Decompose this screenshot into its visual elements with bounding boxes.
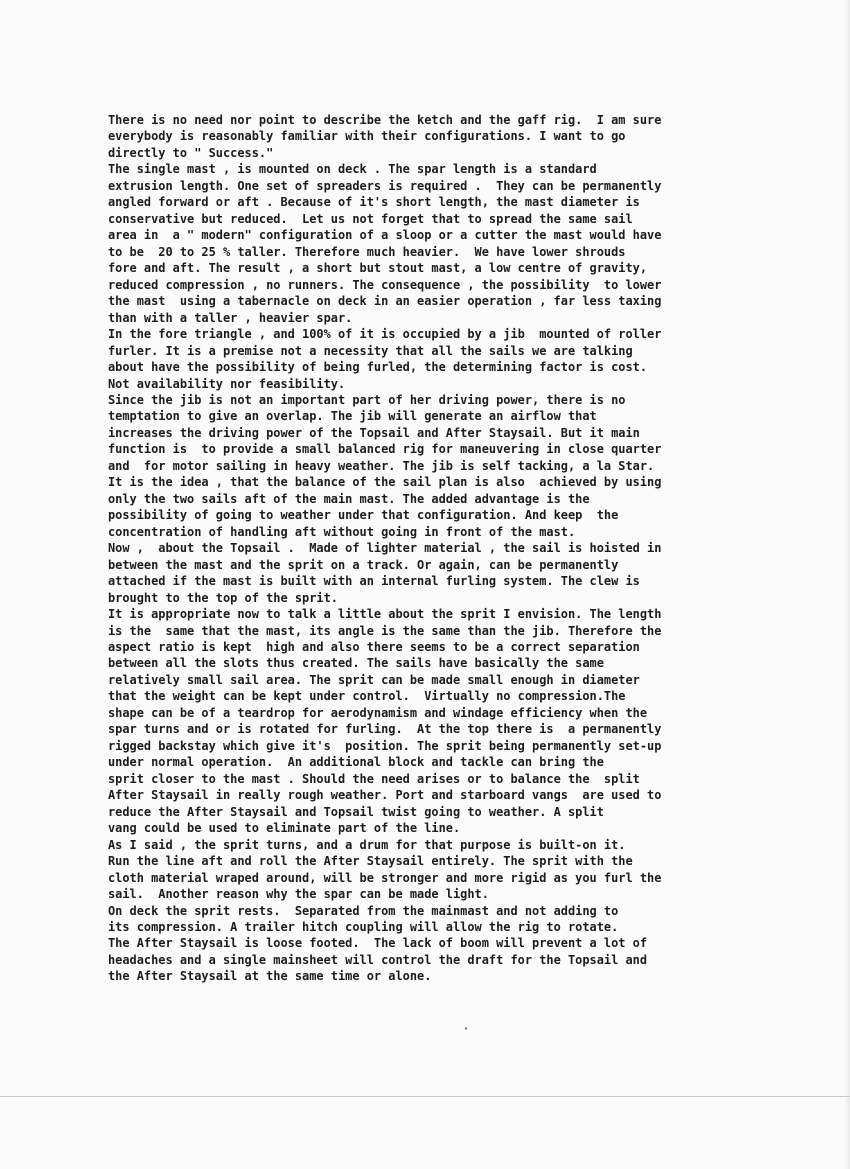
- text-line: about have the possibility of being furled, the determining factor is cost.: [108, 360, 648, 375]
- text-line: The After Staysail is loose footed. The lack of boom will prevent a lot of: [108, 936, 648, 951]
- text-line: It is the idea , that the balance of the sail plan is also achieved by using: [108, 475, 662, 490]
- text-line: between the mast and the sprit on a track. Or again, can be permanently: [108, 557, 619, 572]
- text-line: Run the line aft and roll the After Staysail entirely. The sprit with the: [108, 854, 633, 869]
- text-line: and for motor sailing in heavy weather. The jib is self tacking, a la Star.: [108, 458, 655, 473]
- text-line: Since the jib is not an important part of her driving power, there is no: [108, 392, 626, 407]
- text-line: attached if the mast is built with an internal furling system. The clew is: [108, 574, 640, 589]
- text-line: conservative but reduced. Let us not forget that to spread the same sail: [108, 211, 633, 226]
- text-line: possibility of going to weather under that configuration. And keep the: [108, 508, 619, 523]
- text-line: rigged backstay which give it's position. The sprit being permanently set-up: [108, 738, 662, 753]
- text-line: function is to provide a small balanced rig for maneuvering in close quarter: [108, 442, 662, 457]
- text-line: than with a taller , heavier spar.: [108, 310, 353, 325]
- text-line: increases the driving power of the Topsail and After Staysail. But it main: [108, 425, 640, 440]
- text-line: After Staysail in really rough weather. Port and starboard vangs are used to: [108, 788, 662, 803]
- text-line: aspect ratio is kept high and also there seems to be a correct separation: [108, 640, 640, 654]
- text-line: There is no need nor point to describe the ketch and the gaff rig. I am sure: [108, 113, 662, 127]
- text-line: spar turns and or is rotated for furling. At the top there is a permanently: [108, 722, 662, 737]
- text-line: On deck the sprit rests. Separated from the mainmast and not adding to: [108, 903, 619, 918]
- text-line: As I said , the sprit turns, and a drum for that purpose is built-on it.: [108, 837, 626, 852]
- text-line: to be 20 to 25 % taller. Therefore much heavier. We have lower shrouds: [108, 244, 626, 259]
- text-line: brought to the top of the sprit.: [108, 590, 338, 605]
- text-line: reduced compression , no runners. The consequence , the possibility to lower: [108, 277, 662, 292]
- text-line: headaches and a single mainsheet will control the draft for the Topsail and: [108, 952, 648, 967]
- text-line: sprit closer to the mast . Should the need arises or to balance the split: [108, 771, 640, 786]
- text-line: temptation to give an overlap. The jib will generate an airflow that: [108, 409, 597, 424]
- text-line: sail. Another reason why the spar can be made light.: [108, 887, 489, 902]
- text-line: the After Staysail at the same time or alone.: [108, 969, 432, 984]
- scan-speck: [465, 1027, 467, 1030]
- text-line: vang could be used to eliminate part of the line.: [108, 821, 461, 836]
- text-line: only the two sails aft of the main mast. The added advantage is the: [108, 491, 590, 506]
- text-line: area in a " modern" configuration of a sloop or a cutter the mast would have: [108, 228, 662, 243]
- text-line: the mast using a tabernacle on deck in an easier operation , far less taxing: [108, 294, 662, 309]
- text-line: It is appropriate now to talk a little about the sprit I envision. The length: [108, 607, 662, 622]
- page-bottom-edge: [0, 1096, 850, 1097]
- text-line: In the fore triangle , and 100% of it is occupied by a jib mounted of roller: [108, 327, 662, 342]
- text-line: between all the slots thus created. The sails have basically the same: [108, 656, 604, 671]
- text-line: its compression. A trailer hitch coupling will allow the rig to rotate.: [108, 919, 619, 934]
- text-line: shape can be of a teardrop for aerodynamism and windage efficiency when the: [108, 705, 648, 720]
- text-line: extrusion length. One set of spreaders is required . They can be permanently: [108, 178, 662, 193]
- text-line: Now , about the Topsail . Made of lighter material , the sail is hoisted in: [108, 541, 662, 556]
- text-line: that the weight can be kept under control. Virtually no compression.The: [108, 689, 626, 704]
- text-line: is the same that the mast, its angle is the same than the jib. Therefore the: [108, 623, 662, 638]
- text-line: cloth material wraped around, will be stronger and more rigid as you furl the: [108, 870, 662, 885]
- text-line: angled forward or aft . Because of it's short length, the mast diameter is: [108, 195, 640, 210]
- text-line: furler. It is a premise not a necessity that all the sails we are talking: [108, 343, 633, 358]
- text-line: Not availability nor feasibility.: [108, 376, 346, 391]
- typewritten-text-body: [108, 112, 844, 985]
- text-line: under normal operation. An additional block and tackle can bring the: [108, 755, 604, 770]
- page-edge: [844, 0, 850, 1169]
- text-line: concentration of handling aft without going in front of the mast.: [108, 524, 576, 539]
- text-line: The single mast , is mounted on deck . The spar length is a standard: [108, 162, 597, 177]
- text-line: relatively small sail area. The sprit can be made small enough in diameter: [108, 672, 640, 687]
- text-line: reduce the After Staysail and Topsail twist going to weather. A split: [108, 804, 604, 819]
- text-line: everybody is reasonably familiar with their configurations. I want to go: [108, 129, 626, 144]
- text-line: fore and aft. The result , a short but stout mast, a low centre of gravity,: [108, 261, 648, 276]
- text-line: directly to " Success.": [108, 145, 274, 160]
